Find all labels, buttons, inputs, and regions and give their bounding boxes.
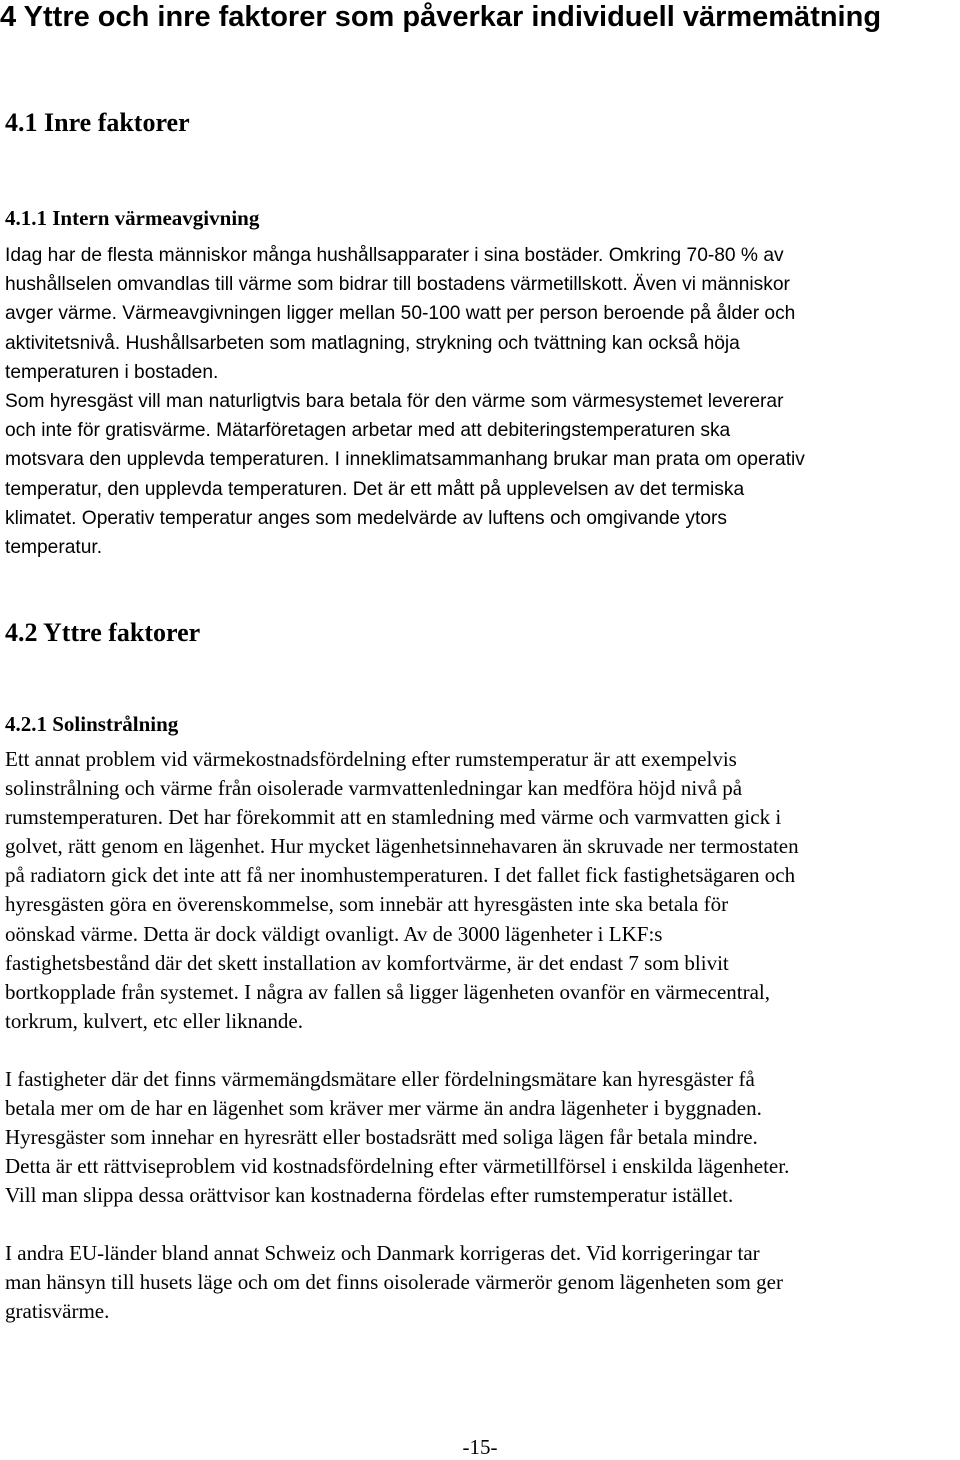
subsection-heading-4-1-1: 4.1.1 Intern värmeavgivning xyxy=(5,206,260,230)
paragraph-solinstralning-2 xyxy=(5,1065,960,1210)
text-line: rumstemperaturen. Det har förekommit att en stamledning med värme och varmvatten gick i xyxy=(5,805,782,830)
text-line: Som hyresgäst vill man naturligtvis bara betala för den värme som värmesystemet levererar xyxy=(5,391,784,413)
paragraph-solinstralning-1 xyxy=(5,745,960,1036)
text-line: betala mer om de har en lägenhet som kräver mer värme än andra lägenheter i byggnaden. xyxy=(5,1096,762,1121)
text-line: och inte för gratisvärme. Mätarföretagen arbetar med att debiteringstemperaturen ska xyxy=(5,420,731,442)
text-line: Hyresgäster som innehar en hyresrätt eller bostadsrätt med soliga lägen får betala mindre. xyxy=(5,1125,758,1150)
text-line: solinstrålning och värme från oisolerade varmvattenledningar kan medföra höjd nivå på xyxy=(5,776,743,801)
paragraph-intern-varmeavgivning xyxy=(5,241,960,562)
text-line: Idag har de flesta människor många hushållsapparater i sina bostäder. Omkring 70-80 % av xyxy=(5,245,784,266)
text-line: temperaturen i bostaden. xyxy=(5,361,219,383)
text-line: I andra EU-länder bland annat Schweiz och Danmark korrigeras det. Vid korrigeringar tar xyxy=(5,1241,760,1265)
section-heading-4-2: 4.2 Yttre faktorer xyxy=(5,618,201,647)
text-line: aktivitetsnivå. Hushållsarbeten som matlagning, strykning och tvättning kan också höja xyxy=(5,332,740,354)
text-line: fastighetsbestånd där det skett installation av komfortvärme, är det endast 7 som blivit xyxy=(5,950,729,975)
text-line: Vill man slippa dessa orättvisor kan kostnaderna fördelas efter rumstemperatur istället. xyxy=(5,1183,734,1208)
text-line: temperatur. xyxy=(5,537,103,559)
text-line: Detta är ett rättviseproblem vid kostnadsfördelning efter värmetillförsel i enskilda lägenheter. xyxy=(5,1154,790,1179)
paragraph-solinstralning-3 xyxy=(5,1239,960,1326)
text-line: bortkopplade från systemet. I några av fallen så ligger lägenheten ovanför en värmecentral, xyxy=(5,979,771,1004)
text-line: golvet, rätt genom en lägenhet. Hur mycket lägenhetsinnehavaren än skruvade ner termostaten xyxy=(5,834,799,859)
page-number: -15- xyxy=(462,1435,498,1459)
text-line: på radiatorn gick det inte att få ner inomhustemperaturen. I det fallet fick fastighetsägaren och xyxy=(5,863,796,888)
text-line: klimatet. Operativ temperatur anges som medelvärde av luftens och omgivande ytors xyxy=(5,507,728,529)
text-line: oönskad värme. Detta är dock väldigt ovanligt. Av de 3000 lägenheter i LKF:s xyxy=(5,921,663,946)
text-line: motsvara den upplevda temperaturen. I inneklimatsammanhang brukar man prata om operativ xyxy=(5,449,805,471)
text-line: gratisvärme. xyxy=(5,1299,110,1324)
text-line: avger värme. Värmeavgivningen ligger mellan 50-100 watt per person beroende på ålder och xyxy=(5,303,796,325)
text-line: Ett annat problem vid värmekostnadsfördelning efter rumstemperatur är att exempelvis xyxy=(5,747,737,771)
text-line: temperatur, den upplevda temperaturen. Det är ett mått på upplevelsen av det termiska xyxy=(5,478,745,500)
subsection-heading-4-2-1: 4.2.1 Solinstrålning xyxy=(5,712,179,736)
text-line: hyresgästen göra en överenskommelse, som innebär att hyresgästen inte ska betala för xyxy=(5,892,729,917)
chapter-heading: 4 Yttre och inre faktorer som påverkar individuell värmemätning xyxy=(0,1,882,33)
section-heading-4-1: 4.1 Inre faktorer xyxy=(5,108,190,137)
text-line: I fastigheter där det finns värmemängdsmätare eller fördelningsmätare kan hyresgäster få xyxy=(5,1067,755,1091)
text-line: man hänsyn till husets läge och om det finns oisolerade värmerör genom lägenheten som ger xyxy=(5,1270,783,1295)
text-line: torkrum, kulvert, etc eller liknande. xyxy=(5,1008,303,1033)
text-line: hushållselen omvandlas till värme som bidrar till bostadens värmetillskott. Även vi människor xyxy=(5,274,790,296)
